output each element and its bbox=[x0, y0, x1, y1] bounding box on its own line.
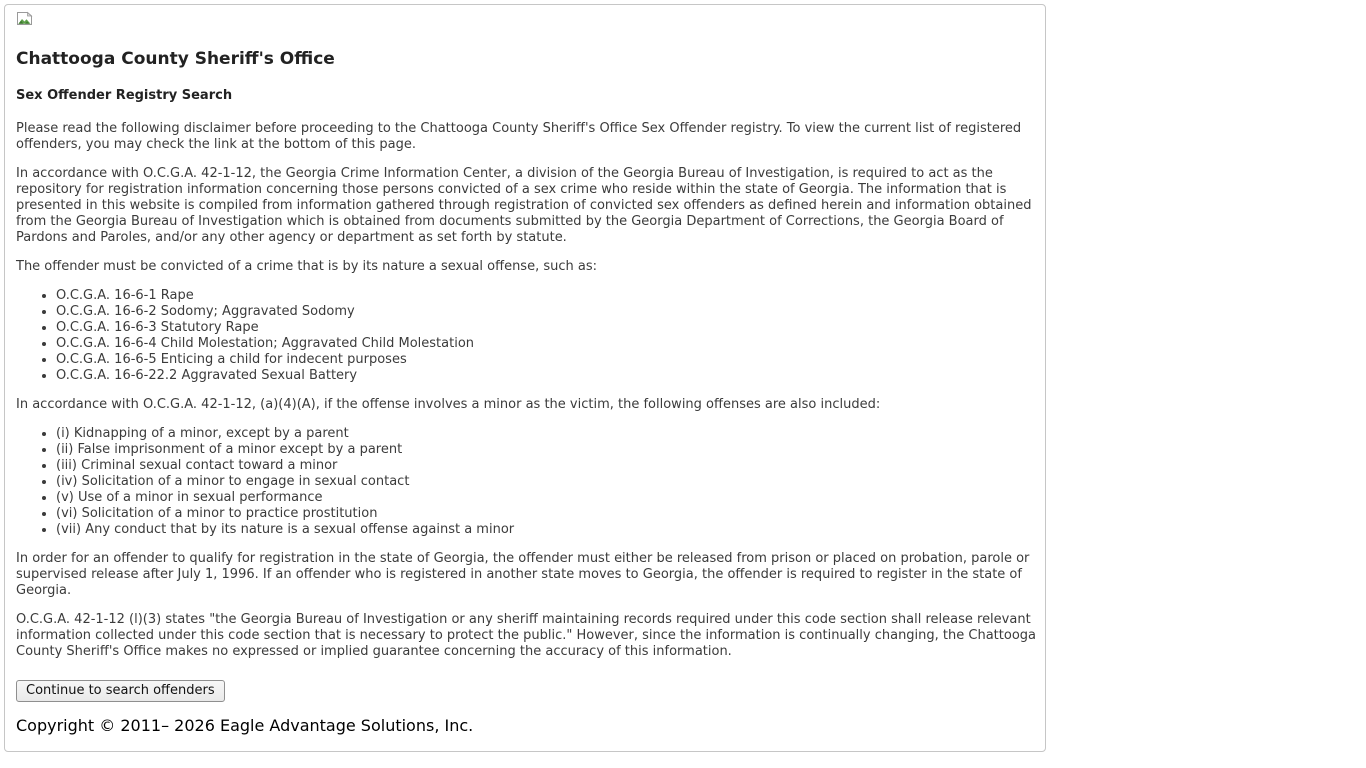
disclaimer-intro-paragraph: Please read the following disclaimer before proceeding to the Chattooga County Sheriff's Office Sex Offender registry. To view the current list of registered offenders, you may check the link at the bottom of this page. bbox=[16, 121, 1022, 152]
page-subtitle: Sex Offender Registry Search bbox=[16, 88, 233, 103]
offense-intro-paragraph: The offender must be convicted of a crime that is by its nature a sexual offense, such as: bbox=[16, 259, 597, 274]
statute-paragraph: O.C.G.A. 42-1-12 (l)(3) states "the Georgia Bureau of Investigation or any sheriff maintaining records required under this code section shall release relevant information collected under this code section that is necessary to protect the public." However, since the information is continually changing, the Chattooga County Sheriff's Office makes no expressed or implied guarantee concerning the accuracy of this information. bbox=[16, 612, 1036, 659]
minor-offense-list-item: • (ii) False imprisonment of a minor except by a parent bbox=[56, 442, 1037, 458]
offense-list-item: • O.C.G.A. 16-6-4 Child Molestation; Aggravated Child Molestation bbox=[56, 336, 1037, 352]
offense-list-item: • O.C.G.A. 16-6-3 Statutory Rape bbox=[56, 320, 1037, 336]
offense-list-item: • O.C.G.A. 16-6-22.2 Aggravated Sexual Battery bbox=[56, 368, 1037, 384]
minor-offense-list-item: • (i) Kidnapping of a minor, except by a parent bbox=[56, 426, 1037, 442]
minor-offense-list-item: • (v) Use of a minor in sexual performance bbox=[56, 490, 1037, 506]
broken-image-icon bbox=[16, 11, 34, 27]
broken-image-placeholder bbox=[16, 11, 1037, 29]
minor-offense-list-item: • (iv) Solicitation of a minor to engage in sexual contact bbox=[56, 474, 1037, 490]
accordance-paragraph: In accordance with O.C.G.A. 42-1-12, the Georgia Crime Information Center, a division of the Georgia Bureau of Investigation, is required to act as the repository for registration information concerning those persons convicted of a sex crime who reside within the state of Georgia. The information that is presented in this website is compiled from information gathered through registration of convicted sex offenders as defined herein and information obtained from the Georgia Bureau of Investigation which is obtained from documents submitted by the Georgia Department of Corrections, the Georgia Board of Pardons and Paroles, and/or any other agency or department as set forth by statute. bbox=[16, 166, 1032, 245]
content-container bbox=[4, 4, 1046, 752]
minor-intro-paragraph: In accordance with O.C.G.A. 42-1-12, (a)(4)(A), if the offense involves a minor as the victim, the following offenses are also included: bbox=[16, 397, 881, 412]
minor-offense-list-item: • (vii) Any conduct that by its nature is a sexual offense against a minor bbox=[56, 522, 1037, 538]
continue-to-search-offenders-button[interactable]: Continue to search offenders bbox=[16, 680, 225, 702]
offense-list bbox=[13, 288, 1037, 384]
page-title: Chattooga County Sheriff's Office bbox=[16, 49, 335, 69]
offense-list-item: • O.C.G.A. 16-6-5 Enticing a child for indecent purposes bbox=[56, 352, 1037, 368]
copyright-text: Copyright © 2011– 2026 Eagle Advantage Solutions, Inc. bbox=[16, 716, 474, 735]
minor-offense-list-item: • (iii) Criminal sexual contact toward a minor bbox=[56, 458, 1037, 474]
qualify-paragraph: In order for an offender to qualify for registration in the state of Georgia, the offender must either be released from prison or placed on probation, parole or supervised release after July 1, 1996. If an offender who is registered in another state moves to Georgia, the offender is required to register in the state of Georgia. bbox=[16, 551, 1030, 598]
minor-offense-list bbox=[13, 426, 1037, 538]
offense-list-item: • O.C.G.A. 16-6-1 Rape bbox=[56, 288, 1037, 304]
minor-offense-list-item: • (vi) Solicitation of a minor to practice prostitution bbox=[56, 506, 1037, 522]
offense-list-item: • O.C.G.A. 16-6-2 Sodomy; Aggravated Sodomy bbox=[56, 304, 1037, 320]
